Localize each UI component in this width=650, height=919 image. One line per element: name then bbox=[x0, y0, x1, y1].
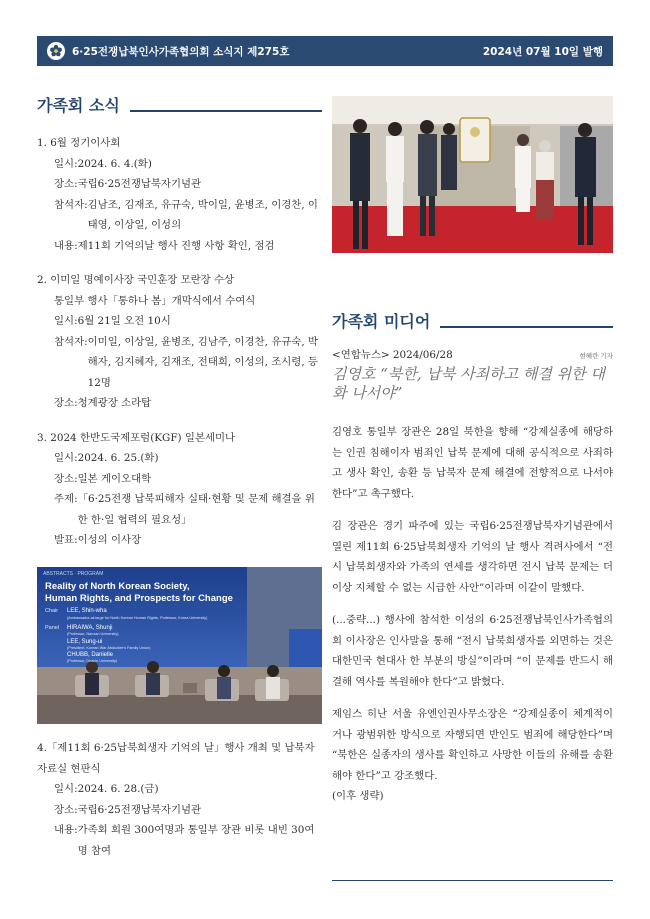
panelist-name: CHUBB, Danielle bbox=[67, 652, 114, 658]
svg-text:ABSTRACTS · PROGRAM: ABSTRACTS · PROGRAM bbox=[43, 571, 104, 577]
flower-logo-icon bbox=[47, 42, 65, 60]
newsletter-header bbox=[37, 36, 613, 66]
news-item-heading: 1. 6월 정기이사회 bbox=[37, 137, 121, 149]
panel-label: Panel bbox=[45, 625, 60, 631]
news-section-title: 가족회 소식 bbox=[37, 96, 120, 115]
chair-label: Chair bbox=[45, 608, 59, 614]
news-item bbox=[37, 428, 322, 551]
issue-date: 2024년 07월 10일 발행 bbox=[482, 45, 603, 58]
article-source-line bbox=[332, 346, 613, 361]
news-item-row: 일시: 2024. 6. 28.(금) bbox=[54, 783, 159, 795]
article-paragraph: 김영호 통일부 장관은 28일 북한을 향해 “강제실종에 해당하는 인권 침해이자 범죄인 납북 문제에 대해 공식적으로 사죄하고 생사 확인, 송환 등 납북자 문제 해결에 전향적으로 나서야 한다”고 촉구했다. bbox=[332, 426, 613, 500]
news-item-row: 장소: 일본 게이오대학 bbox=[54, 472, 152, 485]
article-paragraph: 제임스 히난 서울 유엔인권사무소장은 “강제실종이 체계적이거나 광범위한 방식으로 자행되면 반인도 범죄에 해당한다”며 “북한은 실종자의 생사를 확인하고 사망한 이들의 유해를 송환해야 한다”고 강조했다. bbox=[332, 708, 613, 782]
news-item-row: 장소: 국립6·25전쟁납북자기념관 bbox=[54, 803, 202, 816]
news-item-row: 내용: 가족회 회원 300여명과 통일부 장관 비롯 내빈 30여명 참여 bbox=[54, 824, 315, 857]
section-divider bbox=[440, 326, 613, 328]
news-item-row: 참석자: 김남조, 김재조, 유규숙, 박이일, 윤병조, 이경찬, 이태영, 이상일, 이성의 bbox=[54, 198, 318, 231]
article-source: <연합뉴스> 2024/06/28 bbox=[332, 349, 453, 361]
news-item-row: 내용: 제11회 기억의날 행사 진행 사항 확인, 점검 bbox=[54, 239, 275, 252]
news-item bbox=[37, 270, 322, 414]
news-item-row: 장소: 청계광장 소라탑 bbox=[54, 397, 152, 409]
panelist-name: HIRAIWA, Shunji bbox=[67, 625, 113, 631]
media-section-heading bbox=[332, 310, 613, 332]
panelist-role: (Professor, Nanzan University) bbox=[67, 632, 119, 636]
news-item-row: 일시: 2024. 6. 4.(화) bbox=[54, 157, 152, 170]
news-item-row: 일시: 6월 21일 오전 10시 bbox=[54, 315, 171, 327]
news-item-subtitle: 통일부 행사「통하나 봄」개막식에서 수여식 bbox=[54, 294, 256, 307]
news-item bbox=[37, 133, 322, 256]
article-paragraph: (이후 생략) bbox=[332, 790, 384, 802]
panelist-role: (President, Korean War Abductee's Family Union) bbox=[67, 646, 151, 650]
media-section-title: 가족회 미디어 bbox=[332, 312, 431, 331]
article-reporter: 현혜란 기자 bbox=[579, 352, 613, 360]
panelist-role: (Professor, Deakin University) bbox=[67, 659, 118, 663]
news-item-heading: 3. 2024 한반도국제포럼(KGF) 일본세미나 bbox=[37, 431, 236, 444]
ceremony-photo bbox=[332, 96, 613, 253]
news-section-heading bbox=[37, 94, 322, 116]
newsletter-title: 6·25전쟁납북인사가족협의회 소식지 제275호 bbox=[72, 45, 290, 58]
media-article bbox=[332, 346, 613, 807]
news-item-heading: 2. 이미일 명예이사장 국민훈장 모란장 수상 bbox=[37, 274, 235, 286]
article-end-divider bbox=[332, 880, 613, 881]
news-list-continued bbox=[37, 738, 322, 875]
news-item-heading: 4.「제11회 6·25납북희생자 기억의 날」행사 개최 및 납북자 자료실 현판식 bbox=[37, 742, 315, 775]
banner-title-line: Reality of North Korean Society, bbox=[45, 581, 190, 592]
article-paragraph: 김 장관은 경기 파주에 있는 국립6·25전쟁납북자기념관에서 열린 제11회 6·25납북희생자 기억의 날 행사 격려사에서 “전시 납북희생자와 가족의 연세를 생각하면 전시 납북 문제는 더 이상 지체할 수 없는 시급한 사안”이라며 이같이 말했다. bbox=[332, 520, 613, 594]
chair-name: LEE, Shin-wha bbox=[67, 608, 107, 614]
news-item-row: 장소: 국립6·25전쟁납북자기념관 bbox=[54, 178, 202, 190]
news-list bbox=[37, 133, 322, 565]
seminar-photo bbox=[37, 567, 322, 724]
news-item bbox=[37, 738, 322, 861]
panelist-name: LEE, Sung-ui bbox=[67, 639, 103, 645]
news-item-row: 주제: 「6·25전쟁 납북피해자 실태·현황 및 문제 해결을 위한 한·일 협력의 필요성」 bbox=[54, 493, 315, 526]
chair-role: (Ambassador-at-large for North Korean Human Rights, Professor, Korea University) bbox=[67, 616, 208, 620]
banner-title-line: Human Rights, and Prospects for Change bbox=[45, 593, 233, 604]
section-divider bbox=[130, 110, 322, 112]
article-headline: 김영호 “북한, 납북 사죄하고 해결 위한 대화 나서야” bbox=[332, 365, 605, 402]
news-item-row: 참석자: 이미일, 이상일, 윤병조, 김남주, 이경찬, 유규숙, 박해자, 김지혜자, 김재조, 전태희, 이성의, 조시령, 등 12명 bbox=[54, 335, 318, 389]
news-item-row: 발표: 이성의 이사장 bbox=[54, 534, 142, 546]
news-item-row: 일시: 2024. 6. 25.(화) bbox=[54, 452, 159, 464]
article-paragraph: (...중략...) 행사에 참석한 이성의 6·25전쟁납북인사가족협의회 이사장은 인사말을 통해 “전시 납북희생자를 외면하는 것은 대한민국 현대사 한 부분의 방실”이라며 “이 문제를 반드시 해결해 역사를 복원해야 한다”고 밝혔다. bbox=[332, 614, 613, 688]
